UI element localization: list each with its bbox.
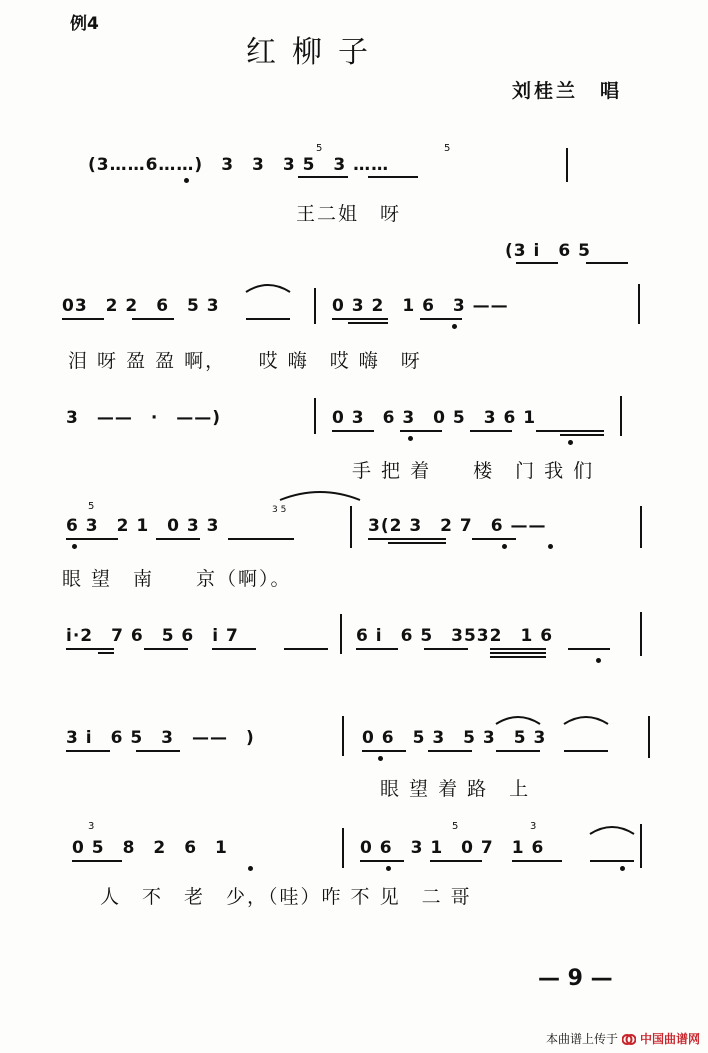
notation-line-3a: 3 —— · ——) [66, 408, 222, 428]
lyric-line-3: 手 把 着 楼 门 我 们 [352, 460, 595, 482]
grace-note: 3 [530, 821, 537, 832]
notation-line-2a: 03 2 2 6 5 3 [62, 296, 220, 316]
notation-line-4a: 6 3 2 1 0 3 3 [66, 516, 220, 536]
notation-line-1b: (3 i 6 5 [505, 241, 591, 261]
notation-line-7a: 0 5 8 2 6 1 [72, 838, 228, 858]
notation-line-4b: 3(2 3 2 7 6 —— [368, 516, 547, 536]
grace-note: 5 [88, 501, 95, 512]
lyric-line-2: 泪 呀 盈 盈 啊， 哎 嗨 哎 嗨 呀 [68, 350, 422, 372]
site-logo-icon [622, 1034, 636, 1045]
singer-credit: 刘桂兰 唱 [512, 80, 623, 102]
notation-line-7b: 0 6 3 1 0 7 1 6 [360, 838, 545, 858]
notation-line-2b: 0 3 2 1 6 3 —— [332, 296, 509, 316]
grace-note: 5 [444, 143, 451, 154]
page-number: — 9 — [538, 966, 613, 991]
notation-line-1: (3……6……) 3 3 3 5 3 …… [88, 155, 390, 175]
example-label: 例4 [70, 14, 99, 34]
notation-line-6b: 0 6 5 3 5 3 5 3 [362, 728, 547, 748]
page-title: 红柳子 [246, 35, 384, 70]
notation-line-5a: i·2 7 6 5 6 i 7 [66, 626, 239, 646]
grace-note: 5 [452, 821, 459, 832]
footer-credit [546, 1033, 700, 1045]
footer-upload-text: 本曲谱上传于 [545, 1032, 618, 1046]
notation-line-6a: 3 i 6 5 3 —— ) [66, 728, 255, 748]
notation-line-3b: 0 3 6 3 0 5 3 6 1 [332, 408, 537, 428]
notation-line-5b: 6 i 6 5 3532 1 6 [356, 626, 554, 646]
lyric-line-6: 眼 望 着 路 上 [380, 778, 531, 800]
grace-note: 3 [88, 821, 95, 832]
lyric-line-1: 王二姐 呀 [296, 203, 402, 225]
lyric-line-4: 眼 望 南 京（啊）。 [62, 568, 292, 590]
lyric-line-7: 人 不 老 少，（哇）咋 不 见 二 哥 [100, 886, 472, 908]
site-name: 中国曲谱网 [639, 1032, 700, 1046]
grace-note: 5 [316, 143, 323, 154]
grace-note: 3 5 [272, 505, 287, 515]
